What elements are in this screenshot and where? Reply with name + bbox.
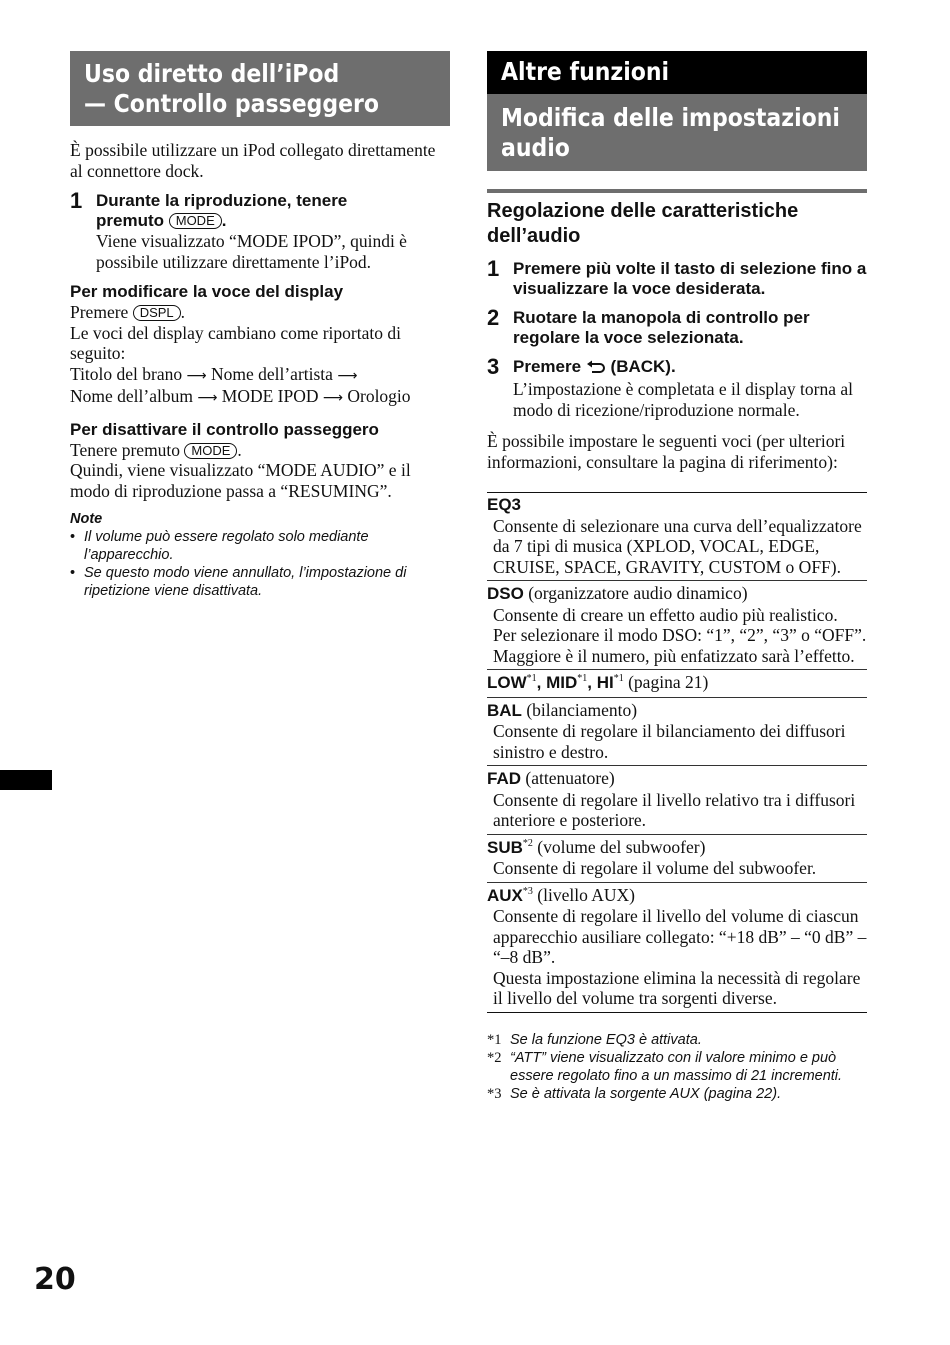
step-heading: Premere più volte il tasto di selezione fino a visualizzare la voce desiderata.	[513, 259, 867, 298]
page-number: 20	[34, 1262, 76, 1297]
paren-fad: (attenuatore)	[525, 768, 615, 788]
step-1	[487, 256, 867, 299]
step-number: 1	[487, 256, 500, 281]
disable-text: Quindi, viene visualizzato “MODE AUDIO” e il modo di riproduzione passa a “RESUMING”.	[70, 460, 411, 501]
paren-aux: (livello AUX)	[537, 884, 635, 905]
footnote-text: Se la funzione EQ3 è attivata.	[510, 1031, 702, 1048]
step-number: 1	[70, 188, 83, 213]
notes-block	[70, 510, 450, 600]
footnote-marker: *3	[487, 1085, 502, 1102]
footnote-mark: *1	[577, 673, 588, 685]
paren-dso: (organizzatore audio dinamico)	[528, 583, 748, 603]
back-arrow-icon	[586, 359, 606, 379]
step-heading-text-b: (BACK).	[610, 357, 676, 376]
header-line-2: — Controllo passeggero	[84, 89, 380, 118]
table-row-dso	[487, 581, 867, 670]
header-black-text: Altre funzioni	[501, 57, 670, 86]
notes-title: Note	[70, 511, 103, 527]
settings-intro: È possibile impostare le seguenti voci (per ulteriori informazioni, consultare la pagina di riferimento):	[487, 431, 846, 472]
header-gray-line-2: audio	[501, 133, 570, 162]
step-3	[487, 354, 867, 420]
note-item: • Se questo modo viene annullato, l’impostazione di ripetizione viene disattivata.	[70, 564, 450, 600]
table-row-low-mid-hi: LOW$^{*1}$, MID$^{*1}$, HI$^{*1}$ (pagina 21)	[487, 670, 867, 698]
step-heading-text-a: Durante la riproduzione, tenere	[96, 191, 348, 210]
step-description: L’impostazione è completata e il display torna al modo di ricezione/riproduzione normale.	[513, 379, 854, 420]
term-sub: SUB	[487, 837, 523, 857]
table-row-fad	[487, 766, 867, 835]
seq-item-artist: Nome dell’artista	[210, 363, 333, 384]
display-instructions: Premere DSPL . Le voci del display cambiano come riportato di seguito: Titolo del brano ⟶ Nome dell’artista ⟶ Nome dell’album ⟶ MODE IPOD ⟶ Orologio	[70, 302, 411, 406]
desc-dso-1: Consente di creare un effetto audio più realistico.	[493, 604, 838, 625]
desc-aux-1: Consente di regolare il livello del volume di ciascun apparecchio ausiliare collegato: “+18 dB” – “0 dB” – “–8 dB”.	[493, 906, 867, 967]
desc-bal: Consente di regolare il bilanciamento dei diffusori sinistro e destro.	[493, 721, 846, 762]
disable-subheading: Per disattivare il controllo passeggero	[70, 419, 379, 439]
step-number: 3	[487, 354, 500, 379]
mode-key: MODE	[169, 213, 222, 229]
left-column	[70, 0, 450, 600]
term-mid: MID	[546, 673, 578, 692]
section-header-ipod	[70, 51, 450, 126]
arrow-right-icon: ⟶	[197, 390, 218, 406]
term-aux: AUX	[487, 885, 523, 905]
term-line-fad	[487, 768, 867, 790]
desc-sub: Consente di regolare il volume del subwoofer.	[493, 858, 817, 878]
footnote-text: Se è attivata la sorgente AUX (pagina 22).	[510, 1085, 782, 1102]
step-heading-text-a: Premere	[513, 357, 582, 376]
page-edge-tab	[0, 770, 52, 790]
header-line-1: Uso diretto dell’iPod	[84, 59, 340, 88]
header-gray-line-1: Modifica delle impostazioni	[501, 103, 840, 132]
right-column	[487, 0, 867, 1103]
settings-table	[487, 492, 867, 1013]
desc-dso-2: Per selezionare il modo DSO: “1”, “2”, “3” o “OFF”. Maggiore è il numero, più enfatizzato sarà l’effetto.	[493, 625, 867, 666]
paren-bal: (bilanciamento)	[526, 699, 638, 720]
step-heading: Durante la riproduzione, tenere premuto MODE .	[96, 191, 348, 230]
seq-item-clock: Orologio	[347, 386, 411, 406]
footnote-mark: *1	[526, 673, 537, 685]
intro-paragraph: È possibile utilizzare un iPod collegato direttamente al connettore dock.	[70, 140, 436, 181]
arrow-right-icon: ⟶	[322, 390, 343, 406]
step-heading: Ruotare la manopola di controllo per regolare la voce selezionata.	[513, 308, 810, 347]
term-bal: BAL	[487, 700, 522, 720]
paren-low-mid-hi: (pagina 21)	[628, 672, 709, 692]
table-row-eq3	[487, 493, 867, 581]
step-number: 2	[487, 305, 500, 330]
table-row-bal	[487, 698, 867, 767]
footnotes	[487, 1031, 867, 1103]
section-rule	[487, 189, 867, 193]
step-1	[70, 188, 450, 272]
term-fad: FAD	[487, 769, 521, 788]
footnote-item	[487, 1049, 867, 1085]
paren-sub: (volume del subwoofer)	[537, 836, 706, 857]
term-eq3: EQ3	[487, 495, 522, 514]
desc-eq3: Consente di selezionare una curva dell’equalizzatore da 7 tipi di musica (XPLOD, VOCAL, EDGE, CRUISE, SPACE, GRAVITY, CUSTOM o OFF).	[493, 515, 862, 577]
arrow-right-icon: ⟶	[337, 367, 358, 384]
term-line-aux	[487, 885, 867, 907]
seq-item-mode-ipod: MODE IPOD	[221, 386, 319, 406]
section-title: Regolazione delle caratteristiche dell’audio	[487, 200, 799, 247]
footnote-mark: *1	[613, 673, 624, 685]
section-header-audio-settings	[487, 94, 867, 171]
term-line-sub	[487, 837, 867, 859]
footnote-item	[487, 1031, 867, 1049]
arrow-right-icon: ⟶	[186, 367, 207, 384]
hold-text: Tenere premuto	[70, 439, 181, 460]
disable-instructions: Tenere premuto MODE . Quindi, viene visualizzato “MODE AUDIO” e il modo di riproduzione passa a “RESUMING”.	[70, 439, 411, 501]
term-line-dso	[487, 583, 867, 605]
section-header-other-functions	[487, 51, 867, 94]
table-row-sub	[487, 835, 867, 883]
step-2	[487, 305, 867, 348]
display-text: Le voci del display cambiano come riportato di seguito:	[70, 322, 401, 363]
dspl-key: DSPL	[133, 305, 181, 321]
seq-item-title: Titolo del brano	[70, 363, 183, 384]
footnote-mark: *3	[522, 885, 533, 897]
seq-item-album: Nome dell’album	[70, 386, 193, 406]
footnote-item	[487, 1085, 867, 1103]
term-hi: HI	[596, 673, 614, 692]
desc-aux-2: Questa impostazione elimina la necessità di regolare il livello del volume tra sorgenti diverse.	[493, 967, 861, 1008]
footnote-text: “ATT” viene visualizzato con il valore minimo e può essere regolato fino a un massimo di 21 incrementi.	[510, 1049, 843, 1084]
footnote-mark: *2	[522, 837, 533, 849]
desc-fad: Consente di regolare il livello relativo tra i diffusori anteriore e posteriore.	[493, 789, 856, 830]
footnote-marker: *2	[487, 1049, 502, 1066]
step-heading	[513, 357, 867, 379]
term-line-bal	[487, 700, 867, 722]
step-description: Viene visualizzato “MODE IPOD”, quindi è possibile utilizzare direttamente l’iPod.	[96, 231, 407, 272]
note-item: • Il volume può essere regolato solo mediante l’apparecchio.	[70, 528, 450, 564]
term-dso: DSO	[487, 584, 524, 603]
mode-key: MODE	[184, 443, 237, 459]
press-text: Premere	[70, 302, 129, 322]
table-row-aux	[487, 883, 867, 1012]
footnote-marker: *1	[487, 1031, 502, 1048]
display-subheading: Per modificare la voce del display	[70, 282, 344, 301]
step-heading-text-b: premuto	[96, 211, 164, 230]
term-low: LOW	[487, 673, 527, 692]
